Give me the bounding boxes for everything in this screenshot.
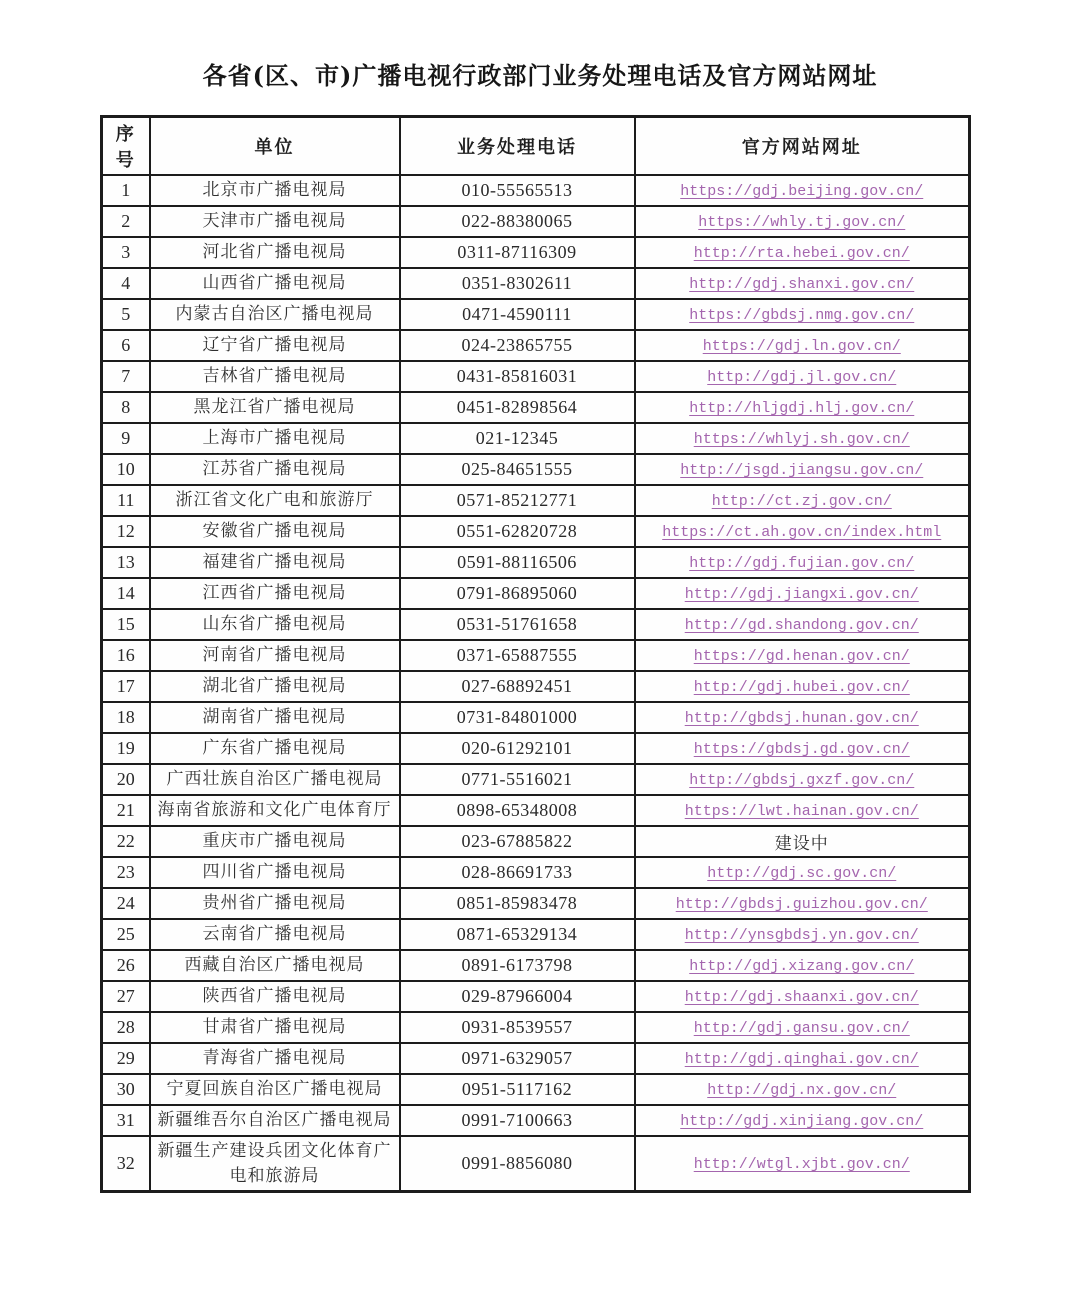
website-link[interactable]: https://lwt.hainan.gov.cn/ [684, 803, 919, 820]
website-link[interactable]: http://gdj.shanxi.gov.cn/ [689, 276, 915, 293]
unit-name: 天津市广播电视局 [150, 206, 400, 237]
row-index: 12 [102, 516, 150, 547]
row-index: 24 [102, 888, 150, 919]
row-index: 30 [102, 1074, 150, 1105]
unit-name: 辽宁省广播电视局 [150, 330, 400, 361]
row-index: 15 [102, 609, 150, 640]
row-index: 4 [102, 268, 150, 299]
website-cell [635, 1012, 970, 1043]
row-index: 5 [102, 299, 150, 330]
phone-number: 0351-8302611 [400, 268, 635, 299]
unit-name: 黑龙江省广播电视局 [150, 392, 400, 423]
row-index: 28 [102, 1012, 150, 1043]
phone-number: 025-84651555 [400, 454, 635, 485]
table-row [102, 888, 970, 919]
phone-number: 0471-4590111 [400, 299, 635, 330]
unit-name: 广东省广播电视局 [150, 733, 400, 764]
website-cell [635, 702, 970, 733]
website-link[interactable]: https://gdj.ln.gov.cn/ [702, 338, 901, 355]
website-cell [635, 423, 970, 454]
table-row [102, 516, 970, 547]
website-link[interactable]: http://gbdsj.guizhou.gov.cn/ [675, 896, 928, 913]
unit-name: 山西省广播电视局 [150, 268, 400, 299]
phone-number: 0531-51761658 [400, 609, 635, 640]
phone-number: 0311-87116309 [400, 237, 635, 268]
phone-number: 0591-88116506 [400, 547, 635, 578]
table-row [102, 671, 970, 702]
row-index: 17 [102, 671, 150, 702]
table-row [102, 826, 970, 857]
row-index: 27 [102, 981, 150, 1012]
website-link[interactable]: https://gbdsj.nmg.gov.cn/ [689, 307, 915, 324]
website-cell [635, 485, 970, 516]
unit-name: 吉林省广播电视局 [150, 361, 400, 392]
website-link[interactable]: http://gd.shandong.gov.cn/ [684, 617, 919, 634]
table-row [102, 454, 970, 485]
website-link[interactable]: http://gdj.fujian.gov.cn/ [689, 555, 915, 572]
phone-number: 022-88380065 [400, 206, 635, 237]
table-body [102, 175, 970, 1192]
unit-name: 上海市广播电视局 [150, 423, 400, 454]
row-index: 22 [102, 826, 150, 857]
website-cell [635, 919, 970, 950]
website-status-text: 建设中 [774, 834, 829, 854]
unit-name: 四川省广播电视局 [150, 857, 400, 888]
website-cell [635, 1043, 970, 1074]
website-cell [635, 857, 970, 888]
unit-name: 内蒙古自治区广播电视局 [150, 299, 400, 330]
website-link[interactable]: https://ct.ah.gov.cn/index.html [662, 524, 942, 541]
table-row [102, 640, 970, 671]
phone-number: 0551-62820728 [400, 516, 635, 547]
unit-name: 重庆市广播电视局 [150, 826, 400, 857]
table-row [102, 237, 970, 268]
website-link[interactable]: http://jsgd.jiangsu.gov.cn/ [680, 462, 924, 479]
row-index: 26 [102, 950, 150, 981]
table-row [102, 1136, 970, 1192]
unit-name: 湖北省广播电视局 [150, 671, 400, 702]
unit-name: 青海省广播电视局 [150, 1043, 400, 1074]
phone-number: 021-12345 [400, 423, 635, 454]
phone-number: 0971-6329057 [400, 1043, 635, 1074]
column-header-unit: 单位 [150, 117, 400, 176]
website-cell [635, 1105, 970, 1136]
row-index: 20 [102, 764, 150, 795]
table-row [102, 1043, 970, 1074]
unit-name: 河北省广播电视局 [150, 237, 400, 268]
unit-name: 西藏自治区广播电视局 [150, 950, 400, 981]
phone-number: 029-87966004 [400, 981, 635, 1012]
website-link[interactable]: http://gdj.shaanxi.gov.cn/ [684, 989, 919, 1006]
row-index: 23 [102, 857, 150, 888]
website-link[interactable]: http://gdj.xizang.gov.cn/ [689, 958, 915, 975]
unit-name: 宁夏回族自治区广播电视局 [150, 1074, 400, 1105]
website-link[interactable]: http://gdj.jiangxi.gov.cn/ [684, 586, 919, 603]
unit-name: 新疆维吾尔自治区广播电视局 [150, 1105, 400, 1136]
row-index: 10 [102, 454, 150, 485]
website-link[interactable]: http://gdj.nx.gov.cn/ [707, 1082, 897, 1099]
website-cell [635, 733, 970, 764]
table-row [102, 206, 970, 237]
website-cell [635, 640, 970, 671]
phone-number: 027-68892451 [400, 671, 635, 702]
website-cell [635, 826, 970, 857]
row-index: 1 [102, 175, 150, 206]
phone-number: 023-67885822 [400, 826, 635, 857]
website-link[interactable]: http://gdj.xinjiang.gov.cn/ [680, 1113, 924, 1130]
phone-number: 0791-86895060 [400, 578, 635, 609]
row-index: 8 [102, 392, 150, 423]
row-index: 13 [102, 547, 150, 578]
phone-number: 0931-8539557 [400, 1012, 635, 1043]
table-row [102, 392, 970, 423]
table-row [102, 485, 970, 516]
website-cell [635, 361, 970, 392]
unit-name: 江苏省广播电视局 [150, 454, 400, 485]
website-cell [635, 981, 970, 1012]
website-cell [635, 516, 970, 547]
website-cell [635, 175, 970, 206]
website-cell [635, 888, 970, 919]
row-index: 7 [102, 361, 150, 392]
website-cell [635, 578, 970, 609]
website-link[interactable]: https://whly.tj.gov.cn/ [698, 214, 906, 231]
row-index: 9 [102, 423, 150, 454]
table-row [102, 919, 970, 950]
phone-number: 0871-65329134 [400, 919, 635, 950]
phone-number: 0731-84801000 [400, 702, 635, 733]
website-cell [635, 764, 970, 795]
table-row [102, 1074, 970, 1105]
row-index: 14 [102, 578, 150, 609]
website-link[interactable]: http://gdj.gansu.gov.cn/ [693, 1020, 910, 1037]
phone-number: 0431-85816031 [400, 361, 635, 392]
phone-number: 0851-85983478 [400, 888, 635, 919]
table-header-row [102, 117, 970, 176]
website-cell [635, 237, 970, 268]
table-row [102, 981, 970, 1012]
website-cell [635, 299, 970, 330]
unit-name: 海南省旅游和文化广电体育厅 [150, 795, 400, 826]
table-row [102, 764, 970, 795]
unit-name: 广西壮族自治区广播电视局 [150, 764, 400, 795]
website-cell [635, 454, 970, 485]
unit-name: 河南省广播电视局 [150, 640, 400, 671]
row-index: 6 [102, 330, 150, 361]
table-row [102, 330, 970, 361]
directory-table [100, 115, 971, 1193]
column-header-website: 官方网站网址 [635, 117, 970, 176]
phone-number: 0991-8856080 [400, 1136, 635, 1192]
website-cell [635, 330, 970, 361]
row-index: 3 [102, 237, 150, 268]
phone-number: 028-86691733 [400, 857, 635, 888]
table-row [102, 857, 970, 888]
website-link[interactable]: https://gdj.beijing.gov.cn/ [680, 183, 924, 200]
website-link[interactable]: http://gdj.hubei.gov.cn/ [693, 679, 910, 696]
phone-number: 0771-5516021 [400, 764, 635, 795]
unit-name: 湖南省广播电视局 [150, 702, 400, 733]
website-link[interactable]: http://ct.zj.gov.cn/ [711, 493, 892, 510]
phone-number: 0891-6173798 [400, 950, 635, 981]
column-header-index: 序号 [102, 117, 150, 176]
page-title: 各省(区、市)广播电视行政部门业务处理电话及官方网站网址 [202, 61, 878, 90]
website-cell [635, 671, 970, 702]
phone-number: 024-23865755 [400, 330, 635, 361]
table-row [102, 950, 970, 981]
website-link[interactable]: http://hljgdj.hlj.gov.cn/ [689, 400, 915, 417]
table-row [102, 1012, 970, 1043]
table-row [102, 547, 970, 578]
unit-name: 贵州省广播电视局 [150, 888, 400, 919]
website-cell [635, 206, 970, 237]
website-cell [635, 547, 970, 578]
website-cell [635, 1136, 970, 1192]
website-cell [635, 1074, 970, 1105]
unit-name: 江西省广播电视局 [150, 578, 400, 609]
unit-name: 山东省广播电视局 [150, 609, 400, 640]
phone-number: 0951-5117162 [400, 1074, 635, 1105]
website-cell [635, 950, 970, 981]
phone-number: 0898-65348008 [400, 795, 635, 826]
website-link[interactable]: http://gbdsj.gxzf.gov.cn/ [689, 772, 915, 789]
website-link[interactable]: http://gbdsj.hunan.gov.cn/ [684, 710, 919, 727]
row-index: 25 [102, 919, 150, 950]
row-index: 16 [102, 640, 150, 671]
table-row [102, 299, 970, 330]
column-header-phone: 业务处理电话 [400, 117, 635, 176]
table-row [102, 361, 970, 392]
unit-name: 陕西省广播电视局 [150, 981, 400, 1012]
row-index: 2 [102, 206, 150, 237]
unit-name: 甘肃省广播电视局 [150, 1012, 400, 1043]
phone-number: 020-61292101 [400, 733, 635, 764]
table-row [102, 268, 970, 299]
phone-number: 0571-85212771 [400, 485, 635, 516]
unit-name: 浙江省文化广电和旅游厅 [150, 485, 400, 516]
row-index: 11 [102, 485, 150, 516]
website-cell [635, 392, 970, 423]
website-link[interactable]: https://whlyj.sh.gov.cn/ [693, 431, 910, 448]
row-index: 32 [102, 1136, 150, 1192]
row-index: 18 [102, 702, 150, 733]
website-link[interactable]: http://gdj.jl.gov.cn/ [707, 369, 897, 386]
table-row [102, 1105, 970, 1136]
website-link[interactable]: https://gd.henan.gov.cn/ [693, 648, 910, 665]
table-row [102, 175, 970, 206]
table-row [102, 795, 970, 826]
row-index: 21 [102, 795, 150, 826]
unit-name: 安徽省广播电视局 [150, 516, 400, 547]
website-link[interactable]: https://gbdsj.gd.gov.cn/ [693, 741, 910, 758]
table-row [102, 578, 970, 609]
phone-number: 010-55565513 [400, 175, 635, 206]
table-row [102, 733, 970, 764]
website-link[interactable]: http://wtgl.xjbt.gov.cn/ [693, 1156, 910, 1174]
phone-number: 0451-82898564 [400, 392, 635, 423]
website-link[interactable]: http://gdj.qinghai.gov.cn/ [684, 1051, 919, 1068]
unit-name: 新疆生产建设兵团文化体育广电和旅游局 [150, 1136, 400, 1192]
row-index: 31 [102, 1105, 150, 1136]
unit-name: 福建省广播电视局 [150, 547, 400, 578]
phone-number: 0991-7100663 [400, 1105, 635, 1136]
row-index: 19 [102, 733, 150, 764]
website-link[interactable]: http://gdj.sc.gov.cn/ [707, 865, 897, 882]
table-row [102, 702, 970, 733]
website-cell [635, 795, 970, 826]
row-index: 29 [102, 1043, 150, 1074]
website-cell [635, 609, 970, 640]
table-row [102, 423, 970, 454]
unit-name: 云南省广播电视局 [150, 919, 400, 950]
website-link[interactable]: http://ynsgbdsj.yn.gov.cn/ [684, 927, 919, 944]
table-row [102, 609, 970, 640]
unit-name: 北京市广播电视局 [150, 175, 400, 206]
phone-number: 0371-65887555 [400, 640, 635, 671]
website-cell [635, 268, 970, 299]
website-link[interactable]: http://rta.hebei.gov.cn/ [693, 245, 910, 262]
